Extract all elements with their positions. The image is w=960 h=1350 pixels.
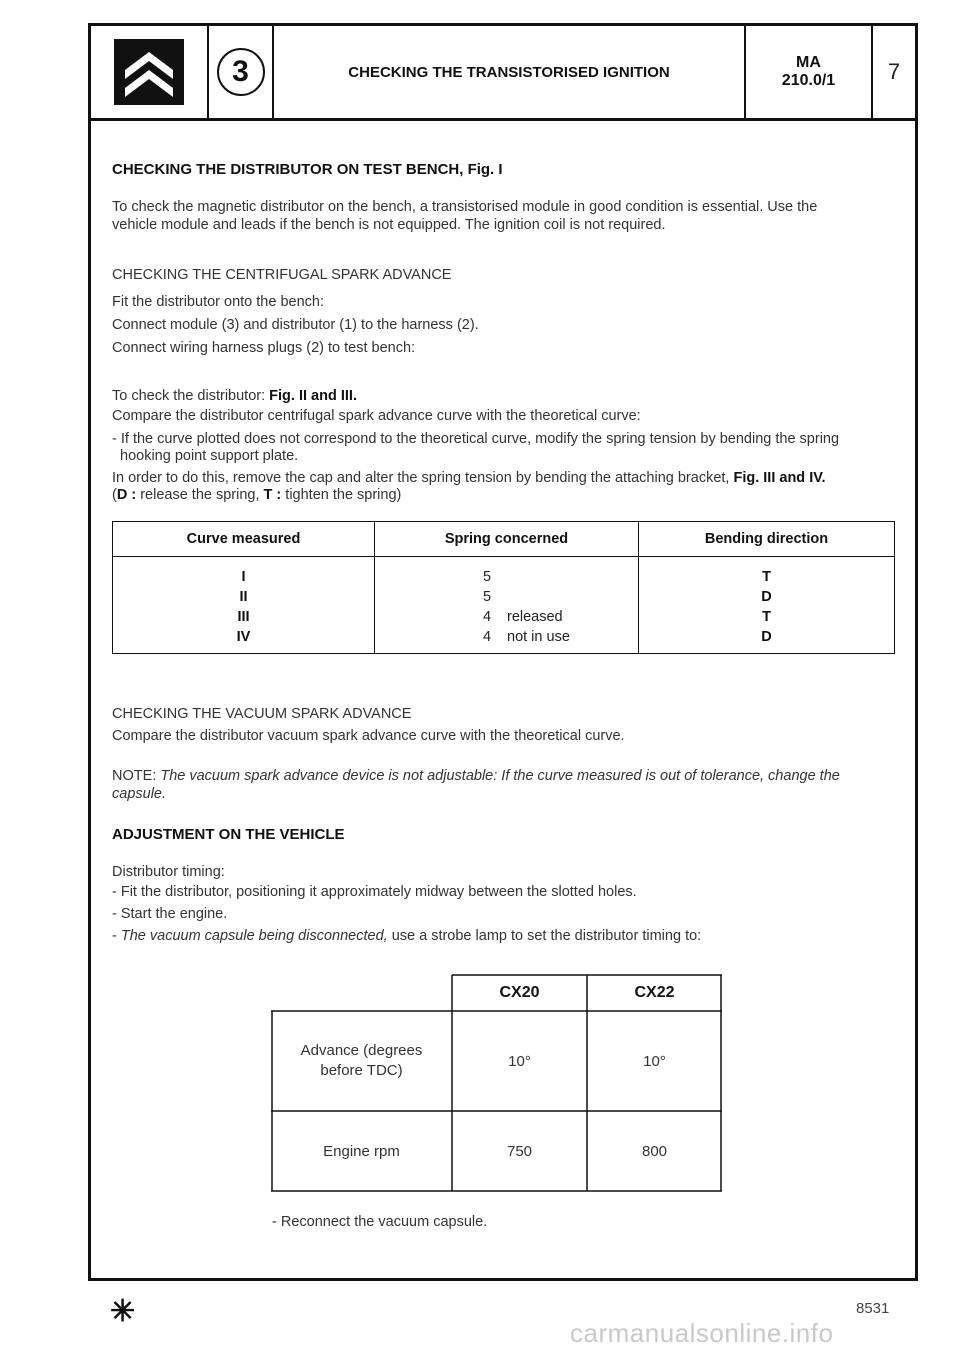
bench-intro-line-2: vehicle module and leads if the bench is not equipped. The ignition coil is not required. [112,217,666,233]
direction-cell: T [639,607,895,627]
check-figures: Fig. II and III. [269,388,357,404]
watermark: carmanualsonline.info [570,1318,834,1348]
step3-prefix: - [112,928,121,944]
table-row [113,627,895,654]
order-figures: Fig. III and IV. [733,470,826,486]
rpm-cx22: 800 [641,1142,668,1160]
if-curve-line-1: - If the curve plotted does not correspond to the theoretical curve, modify the spring tension by bending the spring [112,431,840,447]
spring-note: not in use [507,629,570,645]
spring-table-header [113,522,895,557]
vehicle-heading: ADJUSTMENT ON THE VEHICLE [112,826,345,843]
advance-label-line-2: before TDC) [320,1062,403,1079]
reference-line-2: 210.0/1 [781,72,836,89]
note-text-continued: capsule. [112,786,167,802]
spring-number: 5 [483,569,492,585]
document-title: CHECKING THE TRANSISTORISED IGNITION [274,26,746,118]
column-cx20: CX20 [499,983,540,1001]
spring-note: released [507,609,563,625]
rpm-label: Engine rpm [323,1142,400,1160]
section-number: 3 [217,48,265,96]
direction-cell: T [639,557,895,588]
check-distributor-line [112,387,357,405]
vehicle-step-3 [112,927,701,945]
spring-cell [375,627,639,654]
spring-number: 4 [483,609,492,625]
page-header [91,26,915,121]
legend-t-key: T : [263,487,282,503]
vacuum-heading: CHECKING THE VACUUM SPARK ADVANCE [112,706,412,722]
bending-legend [112,486,401,504]
vacuum-note-line-2 [112,785,166,803]
rpm-cx20: 750 [506,1142,533,1160]
note-text: The vacuum spark advance device is not adjustable: If the curve measured is out of tolerance, change the [160,768,840,784]
legend-d-text: release the spring, [136,487,264,503]
curve-cell: II [113,587,375,607]
advance-label [271,1011,452,1111]
asterisk-icon: ✳ [110,1295,136,1328]
if-curve-line-2: hooking point support plate. [120,448,299,464]
header-spring-concerned: Spring concerned [375,522,639,557]
reference-line-1: MA [796,54,821,71]
note-label: NOTE: [112,768,161,784]
bench-step-2: Connect module (3) and distributor (1) to the harness (2). [112,317,479,333]
reconnect-instruction: - Reconnect the vacuum capsule. [272,1214,488,1230]
check-prefix: To check the distributor: [112,388,270,404]
table-row [113,557,895,588]
centrifugal-heading: CHECKING THE CENTRIFUGAL SPARK ADVANCE [112,267,452,283]
timing-table [271,974,722,1192]
page-number: 7 [887,59,901,84]
spring-cell [375,557,639,588]
logo-cell [91,26,209,118]
vehicle-step-2: - Start the engine. [112,906,228,922]
curve-cell: I [113,557,375,588]
table-row [113,607,895,627]
footer-code: 8531 [856,1300,890,1317]
advance-label-line-1: Advance (degrees [300,1042,423,1059]
spring-cell [375,607,639,627]
vacuum-note-line-1 [112,767,840,785]
legend-open: ( [112,487,117,503]
curve-cell: III [113,607,375,627]
step3-italic: The vacuum capsule being disconnected, [120,928,388,944]
bench-step-1: Fit the distributor onto the bench: [112,294,324,310]
bench-step-3: Connect wiring harness plugs (2) to test bench: [112,340,416,356]
table-row [113,587,895,607]
header-curve-measured: Curve measured [113,522,375,557]
column-cx22: CX22 [634,983,675,1001]
section-number-cell [209,26,274,118]
spring-number: 4 [483,629,492,645]
legend-d-key: D : [116,487,137,503]
citroen-logo-icon [114,39,184,105]
distributor-timing-label: Distributor timing: [112,864,225,880]
vehicle-step-1: - Fit the distributor, positioning it approximately midway between the slotted holes. [112,884,637,900]
legend-t-text: tighten the spring) [281,487,402,503]
compare-centrifugal: Compare the distributor centrifugal spark advance curve with the theoretical curve: [112,408,641,424]
bench-intro-line-1: To check the magnetic distributor on the bench, a transistorised module in good condition is essential. Use the [112,199,818,215]
advance-cx22: 10° [643,1052,666,1070]
step3-rest: use a strobe lamp to set the distributor timing to: [387,928,702,944]
vacuum-compare: Compare the distributor vacuum spark advance curve with the theoretical curve. [112,728,625,744]
order-text: In order to do this, remove the cap and alter the spring tension by bending the attaching bracket, [112,470,734,486]
spring-table [112,521,895,654]
advance-cx20: 10° [508,1052,531,1070]
header-bending-direction: Bending direction [639,522,895,557]
bench-heading: CHECKING THE DISTRIBUTOR ON TEST BENCH, Fig. I [112,161,503,178]
spring-number: 5 [483,589,492,605]
curve-cell: IV [113,627,375,654]
document-reference [746,26,873,118]
direction-cell: D [639,587,895,607]
spring-cell [375,587,639,607]
order-line [112,469,826,487]
direction-cell: D [639,627,895,654]
